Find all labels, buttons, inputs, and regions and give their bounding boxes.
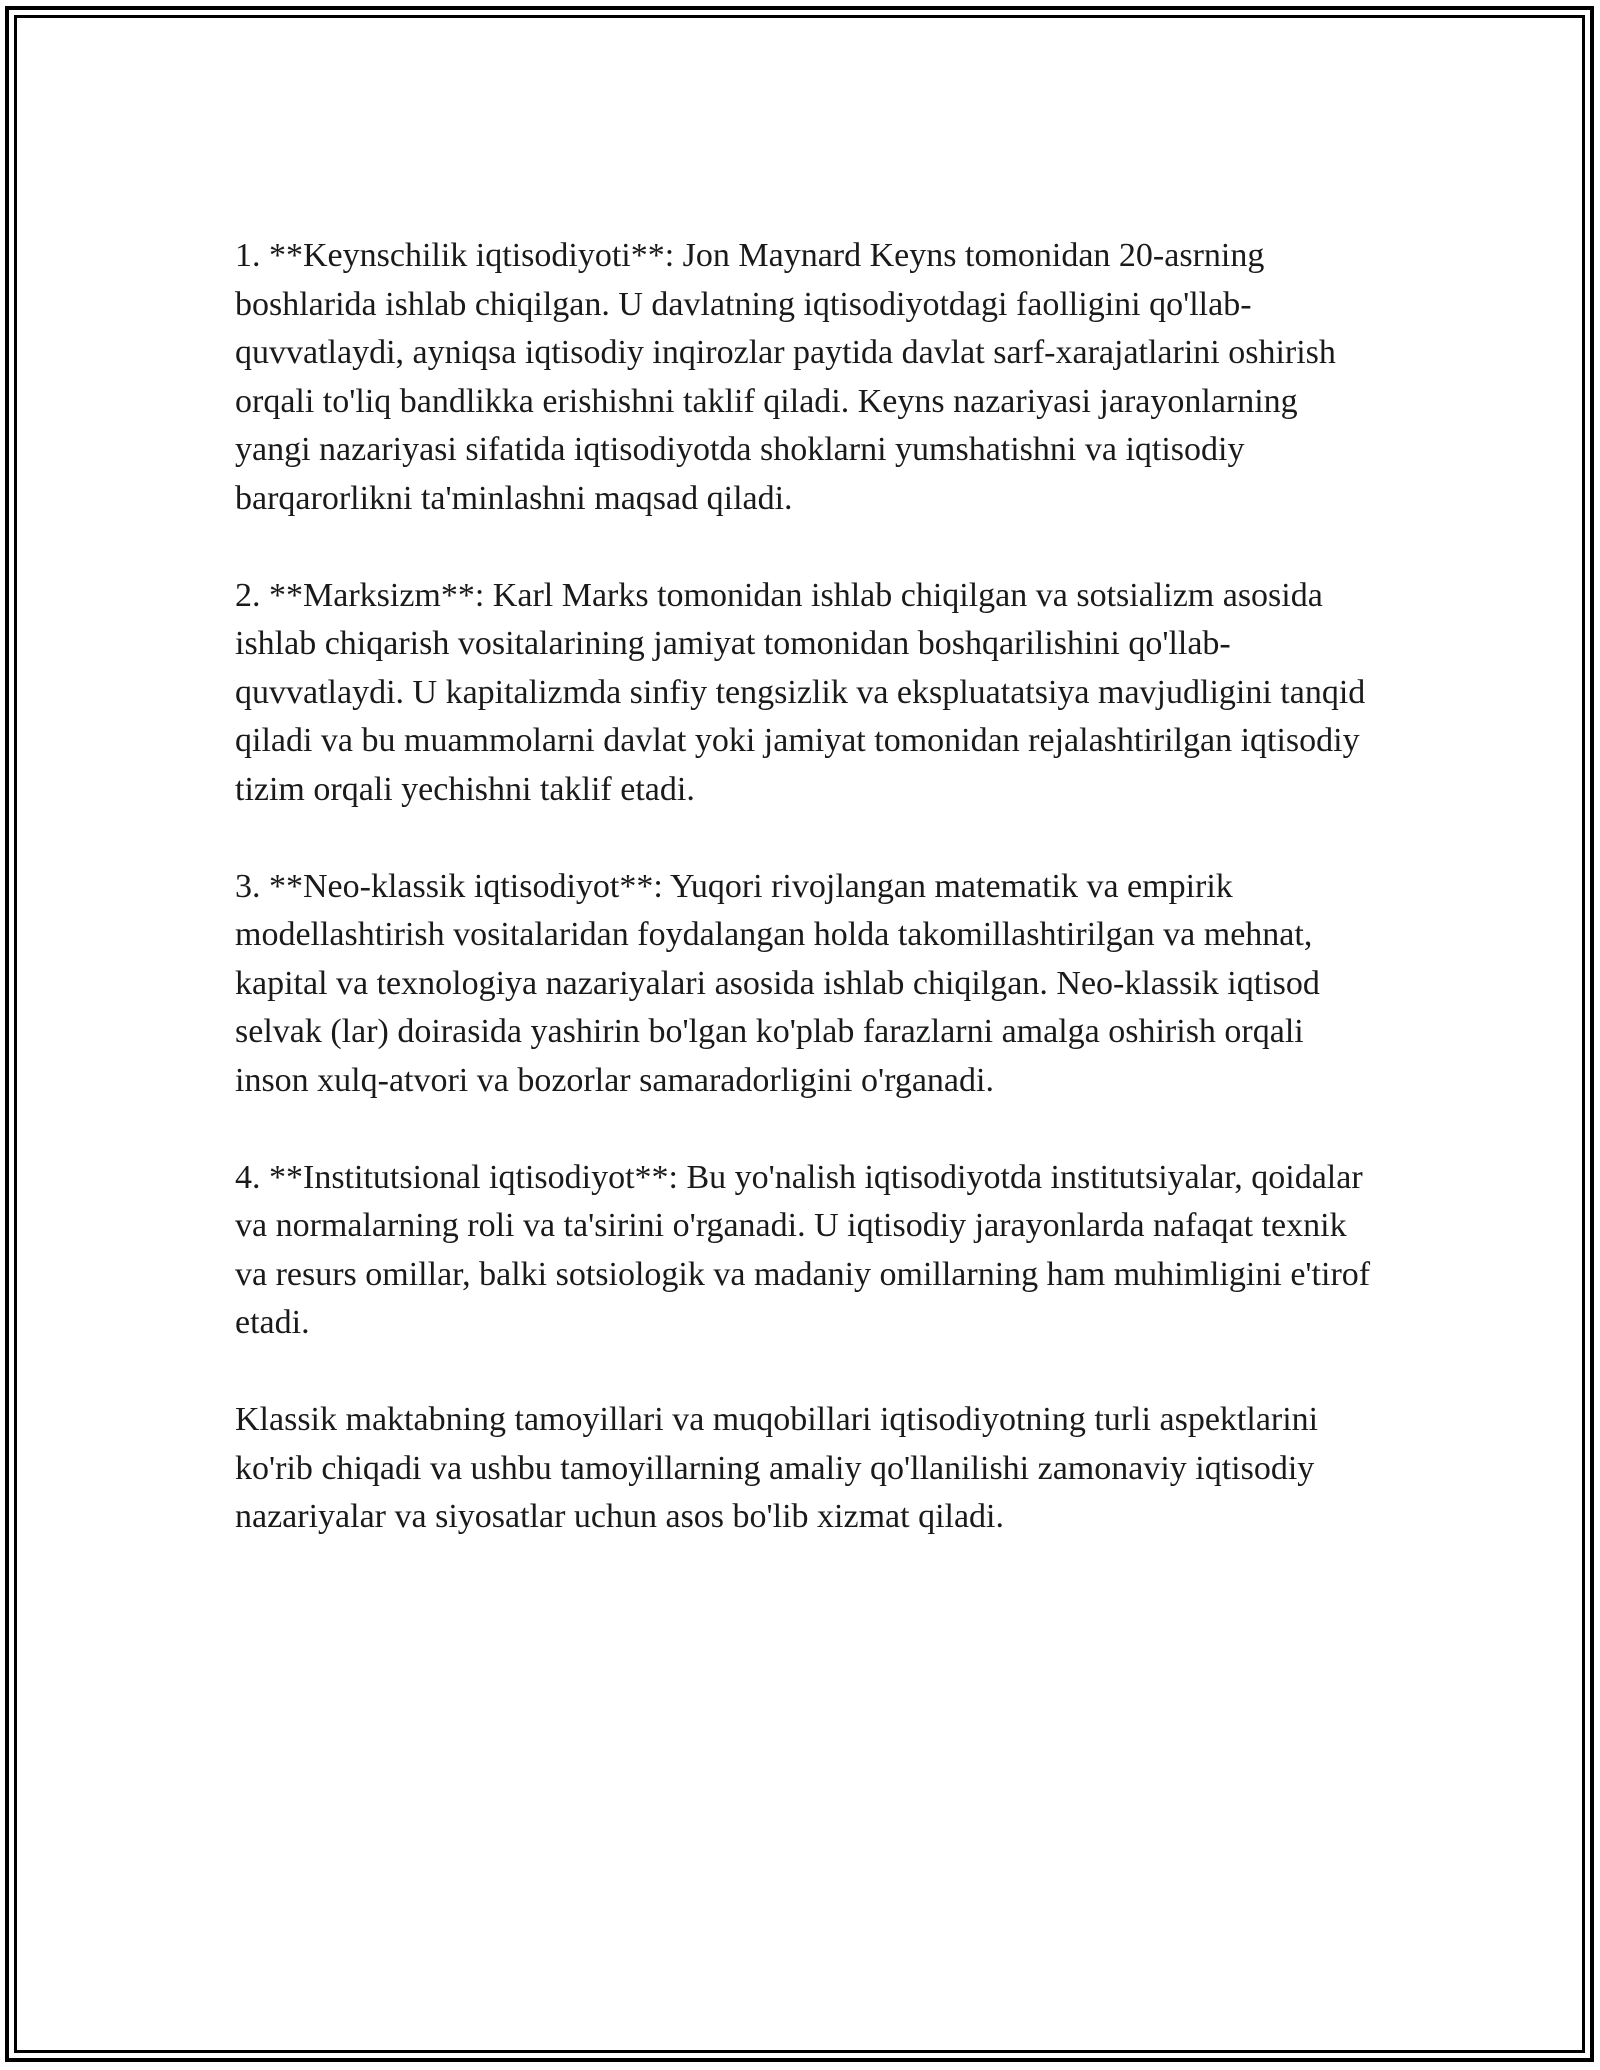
- document-body: [235, 232, 1375, 1590]
- paragraph-conclusion: Klassik maktabning tamoyillari va muqobillari iqtisodiyotning turli aspektlarini ko'rib chiqadi va ushbu tamoyillarning amaliy qo'llanilishi zamonaviy iqtisodiy nazariyalar va siyosatlar uchun asos bo'lib xizmat qiladi.: [235, 1401, 1319, 1535]
- paragraph-keynesian: 1. **Keynschilik iqtisodiyoti**: Jon Maynard Keyns tomonidan 20-asrning boshlarida ishlab chiqilgan. U davlatning iqtisodiyotdagi faolligini qo'llab-quvvatlaydi, ayniqsa iqtisodiy inqirozlar paytida davlat sarf-xarajatlarini oshirish orqali to'liq bandlikka erishishni taklif qiladi. Keyns nazariyasi jarayonlarning yangi nazariyasi sifatida iqtisodiyotda shoklarni yumshatishni va iqtisodiy barqarorlikni ta'minlashni maqsad qiladi.: [235, 237, 1336, 517]
- paragraph-institutional: 4. **Institutsional iqtisodiyot**: Bu yo'nalish iqtisodiyotda institutsiyalar, qoidalar va normalarning roli va ta'sirini o'rganadi. U iqtisodiy jarayonlarda nafaqat texnik va resurs omillar, balki sotsiologik va madaniy omillarning ham muhimligini e'tirof etadi.: [235, 1158, 1371, 1341]
- paragraph-marxism: 2. **Marksizm**: Karl Marks tomonidan ishlab chiqilgan va sotsializm asosida ishlab chiqarish vositalarining jamiyat tomonidan boshqarilishini qo'llab-quvvatlaydi. U kapitalizmda sinfiy tengsizlik va ekspluatatsiya mavjudligini tanqid qiladi va bu muammolarni davlat yoki jamiyat tomonidan rejalashtirilgan iqtisodiy tizim orqali yechishni taklif etadi.: [235, 576, 1366, 808]
- paragraph-neoclassical: 3. **Neo-klassik iqtisodiyot**: Yuqori rivojlangan matematik va empirik modellashtirish vositalaridan foydalangan holda takomillashtirilgan va mehnat, kapital va texnologiya nazariyalari asosida ishlab chiqilgan. Neo-klassik iqtisod selvak (lar) doirasida yashirin bo'lgan ko'plab farazlarni amalga oshirish orqali inson xulq-atvori va bozorlar samaradorligini o'rganadi.: [235, 867, 1320, 1099]
